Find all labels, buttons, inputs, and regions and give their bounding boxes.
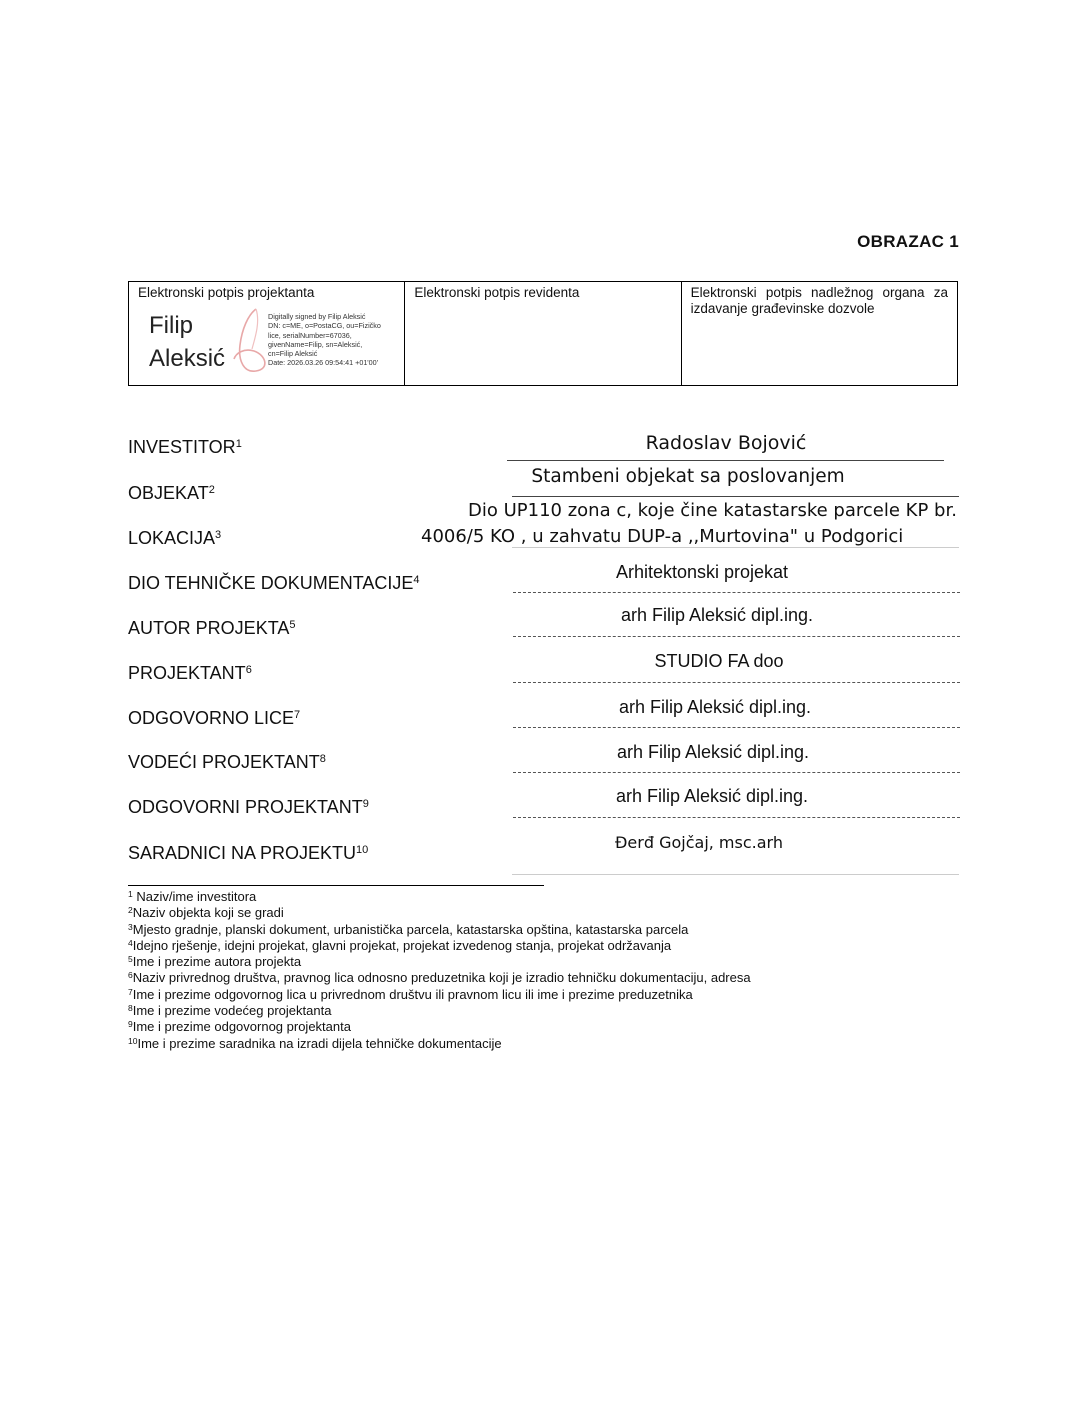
footnote-number: 8 [128,1003,133,1014]
footnote-number: 10 [128,1035,138,1046]
footnote-number: 4 [128,937,133,948]
label-projektant [128,663,252,684]
underline-projektant [513,682,960,683]
value-dio-tehnicke-dokumentacije: Arhitektonski projekat [615,562,789,582]
footnote-item [128,905,751,921]
footnote-number: 1 [128,889,133,899]
footnote-ref: 6 [245,664,252,676]
signature-detail-line: lice, serialNumber=67036, [268,330,352,340]
signature-detail-line: cn=Filip Aleksić [268,349,318,359]
footnote-ref: 7 [294,709,301,721]
footnote-item [128,954,751,970]
label-text: INVESTITOR [128,437,236,457]
signature-details [268,312,388,368]
underline-odgovorni-projektant [513,817,960,818]
signature-name [149,309,225,375]
footnote-text: Ime i prezime odgovornog projektanta [132,1019,351,1035]
footnote-text: Mjesto gradnje, planski dokument, urbanistička parcela, katastarska opština, katastarska parcela [132,921,689,937]
label-text: PROJEKTANT [128,663,246,683]
value-investitor: Radoslav Bojović [645,432,807,454]
footnote-text: Idejno rješenje, idejni projekat, glavni projekat, projekat izvedenog stanja, projekat održavanja [132,937,672,953]
footnote-item [128,1036,751,1052]
footnote-ref: 4 [413,574,420,586]
footnote-item [128,938,751,954]
label-text: ODGOVORNO LICE [128,708,295,728]
value-objekat: Stambeni objekat sa poslovanjem [531,466,845,487]
signature-cell-revident: Elektronski potpis revidenta [404,282,680,385]
underline-saradnici-na-projektu [512,874,959,875]
footnote-ref: 2 [208,484,215,496]
footnote-ref: 9 [362,798,369,810]
footnote-number: 7 [128,986,133,997]
label-text: OBJEKAT [128,483,209,503]
footnote-item [128,889,751,905]
footnote-item [128,970,751,986]
underline-vodeci-projektant [513,772,960,773]
footnotes [128,889,751,1052]
signature-detail-line: Digitally signed by Filip Aleksić [268,312,366,321]
underline-objekat [512,496,959,497]
underline-odgovorno-lice [513,727,960,728]
footnote-text: Naziv privrednog društva, pravnog lica odnosno preduzetnika koji je izradio tehničku dokumentaciju, adresa [132,970,751,986]
footnote-text: Ime i prezime saradnika na izradi dijela tehničke dokumentacije [137,1035,502,1051]
label-autor-projekta [128,618,295,639]
footnote-ref: 8 [319,753,326,765]
label-dio-tehnicke-dokumentacije [128,573,420,594]
label-text: DIO TEHNIČKE DOKUMENTACIJE [128,573,414,593]
footnote-ref: 3 [215,529,222,541]
label-text: AUTOR PROJEKTA [128,618,290,638]
value-saradnici-na-projektu: Đerđ Gojčaj, msc.arh [615,833,783,852]
signature-detail-line: givenName=Filip, sn=Aleksić, [268,339,363,349]
value-lokacija-line2: 4006/5 KO , u zahvatu DUP-a ,,Murtovina" u Podgorici [421,526,904,547]
value-vodeci-projektant: arh Filip Aleksić dipl.ing. [616,742,810,762]
label-objekat [128,483,215,504]
form-title: OBRAZAC 1 [857,232,959,251]
footnote-item [128,1019,751,1035]
footnote-item [128,922,751,938]
value-projektant: STUDIO FA doo [654,651,784,671]
label-text: VODEĆI PROJEKTANT [128,752,320,772]
footnote-ref: 5 [289,619,296,631]
label-investitor [128,437,242,458]
signature-cell-organ: Elektronski potpis nadležnog organa za izdavanje građevinske dozvole [681,282,957,385]
signature-name-first: Filip [149,312,194,339]
footnote-number: 5 [128,954,133,965]
label-saradnici-na-projektu [128,843,368,864]
footnote-separator [128,885,544,886]
footnote-ref: 1 [235,438,242,450]
value-odgovorni-projektant: arh Filip Aleksić dipl.ing. [615,786,809,806]
label-odgovorni-projektant [128,797,369,818]
label-text: SARADNICI NA PROJEKTU [128,843,357,863]
label-odgovorno-lice [128,708,300,729]
label-lokacija [128,528,221,549]
footnote-text: Naziv objekta koji se gradi [132,905,284,921]
footnote-ref: 10 [356,844,369,856]
underline-investitor [507,460,944,461]
footnote-text: Ime i prezime vodećeg projektanta [132,1003,332,1019]
signature-detail-line: DN: c=ME, o=PostaCG, ou=Fizičko [268,321,381,331]
footnote-text: Ime i prezime autora projekta [132,954,302,970]
footnote-number: 9 [128,1019,133,1030]
signature-detail-line: Date: 2026.03.26 09:54:41 +01'00' [268,358,379,368]
label-text: ODGOVORNI PROJEKTANT [128,797,363,817]
footnote-number: 3 [128,921,133,932]
footnote-number: 2 [128,905,133,916]
footnote-item [128,1003,751,1019]
footnote-item [128,987,751,1003]
underline-dio-tehnicke-dokumentacije [513,592,960,593]
underline-autor-projekta [513,636,960,637]
label-text: LOKACIJA [128,528,216,548]
footnote-number: 6 [128,970,133,981]
footnote-text: Naziv/ime investitora [136,889,257,904]
signature-cell-projektant: Elektronski potpis projektanta [138,285,315,300]
value-odgovorno-lice: arh Filip Aleksić dipl.ing. [618,697,812,717]
value-lokacija-line1: Dio UP110 zona c, koje čine katastarske parcele KP br. [468,500,957,521]
underline-lokacija [512,547,959,548]
signature-name-last: Aleksić [149,345,226,372]
footnote-text: Ime i prezime odgovornog lica u privrednom društvu ili pravnom licu ili ime i prezime preduzetnika [132,986,693,1002]
value-autor-projekta: arh Filip Aleksić dipl.ing. [620,605,814,625]
label-vodeci-projektant [128,752,326,773]
